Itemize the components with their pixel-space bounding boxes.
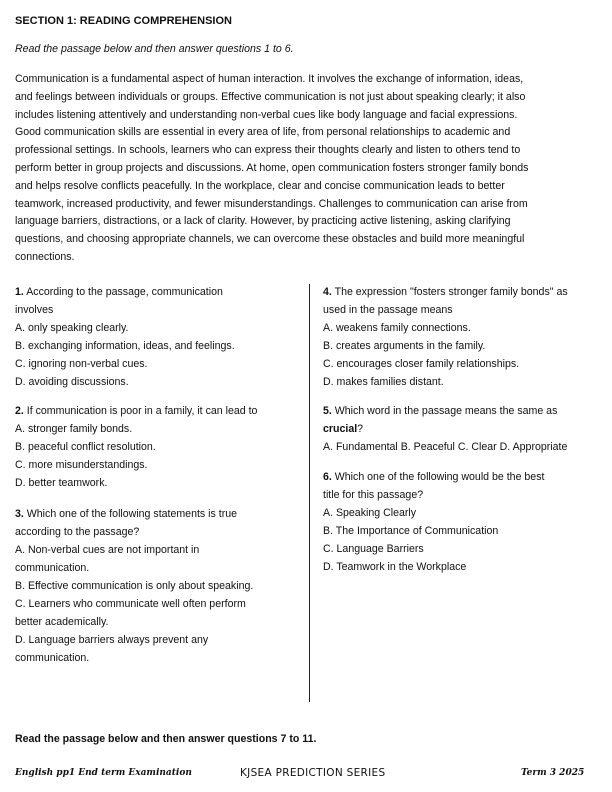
option: B. Effective communication is only about speaking. [15,580,254,592]
option: D. avoiding discussions. [15,376,129,388]
option: D. makes families distant. [323,376,444,388]
question-1 [15,283,305,391]
keyword: crucial [323,423,358,435]
option: B. exchanging information, ideas, and feelings. [15,340,235,352]
option: D. Teamwork in the Workplace [323,561,467,573]
option: C. encourages closer family relationships. [323,358,520,370]
next-instruction: Read the passage below and then answer questions 7 to 11. [15,733,317,745]
question-stem: title for this passage? [323,489,424,501]
question-number: 4. [323,286,332,298]
option: A. Speaking Clearly [323,507,417,519]
question-6 [323,468,612,576]
passage-line: and feelings between individuals or groups. Effective communication is not just about speaking clearly; it also [15,90,526,103]
option: A. Non-verbal cues are not important in [15,544,200,556]
passage-line: language barriers, distractions, or a lack of clarity. However, by practicing active listening, asking clarifying [15,215,511,228]
option: C. Language Barriers [323,543,424,555]
option: communication. [15,562,90,574]
option: better academically. [15,616,109,628]
option: B. The Importance of Communication [323,525,499,537]
footer-left: English pp1 End term Examination [15,768,192,778]
passage-line: teamwork, increased productivity, and fewer misunderstandings. Challenges to communication can arise from [15,197,528,210]
passage-line: includes listening attentively and understanding non-verbal cues like body language and facial expressions. [15,108,518,121]
question-3 [15,505,305,667]
question-stem: If communication is poor in a family, it can lead to [23,405,258,417]
question-stem: Which one of the following would be the best [331,471,545,483]
question-number: 5. [323,405,332,417]
question-stem: According to the passage, communication [23,286,223,298]
passage [15,71,605,267]
option: A. Fundamental B. Peaceful C. Clear D. Appropriate [323,441,568,453]
option: C. ignoring non-verbal cues. [15,358,148,370]
column-divider [309,284,310,702]
option: B. peaceful conflict resolution. [15,441,156,453]
instruction: Read the passage below and then answer questions 1 to 6. [15,43,294,55]
question-5 [323,402,612,456]
passage-line: connections. [15,250,75,263]
option: A. only speaking clearly. [15,322,129,334]
question-number: 2. [15,405,24,417]
section-title: SECTION 1: READING COMPREHENSION [15,15,232,27]
option: A. stronger family bonds. [15,423,133,435]
passage-line: Communication is a fundamental aspect of human interaction. It involves the exchange of information, ideas, [15,73,524,85]
question-stem: involves [15,304,54,316]
passage-line: professional settings. In schools, learners who can express their thoughts clearly and listen to others tend to [15,144,521,157]
option: C. Learners who communicate well often perform [15,598,246,610]
question-2 [15,402,305,492]
option: D. better teamwork. [15,477,108,489]
question-stem: according to the passage? [15,526,140,538]
question-stem: ? [357,423,364,435]
question-number: 1. [15,286,24,298]
option: D. Language barriers always prevent any [15,634,209,646]
passage-line: questions, and choosing appropriate channels, we can overcome these obstacles and build more meaningful [15,233,525,246]
question-stem: Which one of the following statements is true [23,508,238,520]
question-number: 3. [15,508,24,520]
question-stem: Which word in the passage means the same as [331,405,558,417]
passage-line: Good communication skills are essential in every area of life, from personal relationships to academic and [15,126,511,139]
option: A. weakens family connections. [323,322,471,334]
passage-line: and helps resolve conflicts peacefully. In the workplace, clear and concise communication leads to better [15,179,505,192]
option: communication. [15,652,90,664]
question-stem: The expression "fosters stronger family bonds" as [331,286,568,298]
question-4 [323,283,612,391]
question-number: 6. [323,471,332,483]
question-stem: used in the passage means [323,304,453,316]
option: C. more misunderstandings. [15,459,148,471]
passage-line: perform better in group projects and discussions. At home, open communication fosters stronger family bonds [15,161,529,174]
footer-right: Term 3 2025 [521,768,585,778]
footer-center: KJSEA PREDICTION SERIES [240,767,386,779]
option: B. creates arguments in the family. [323,340,486,352]
